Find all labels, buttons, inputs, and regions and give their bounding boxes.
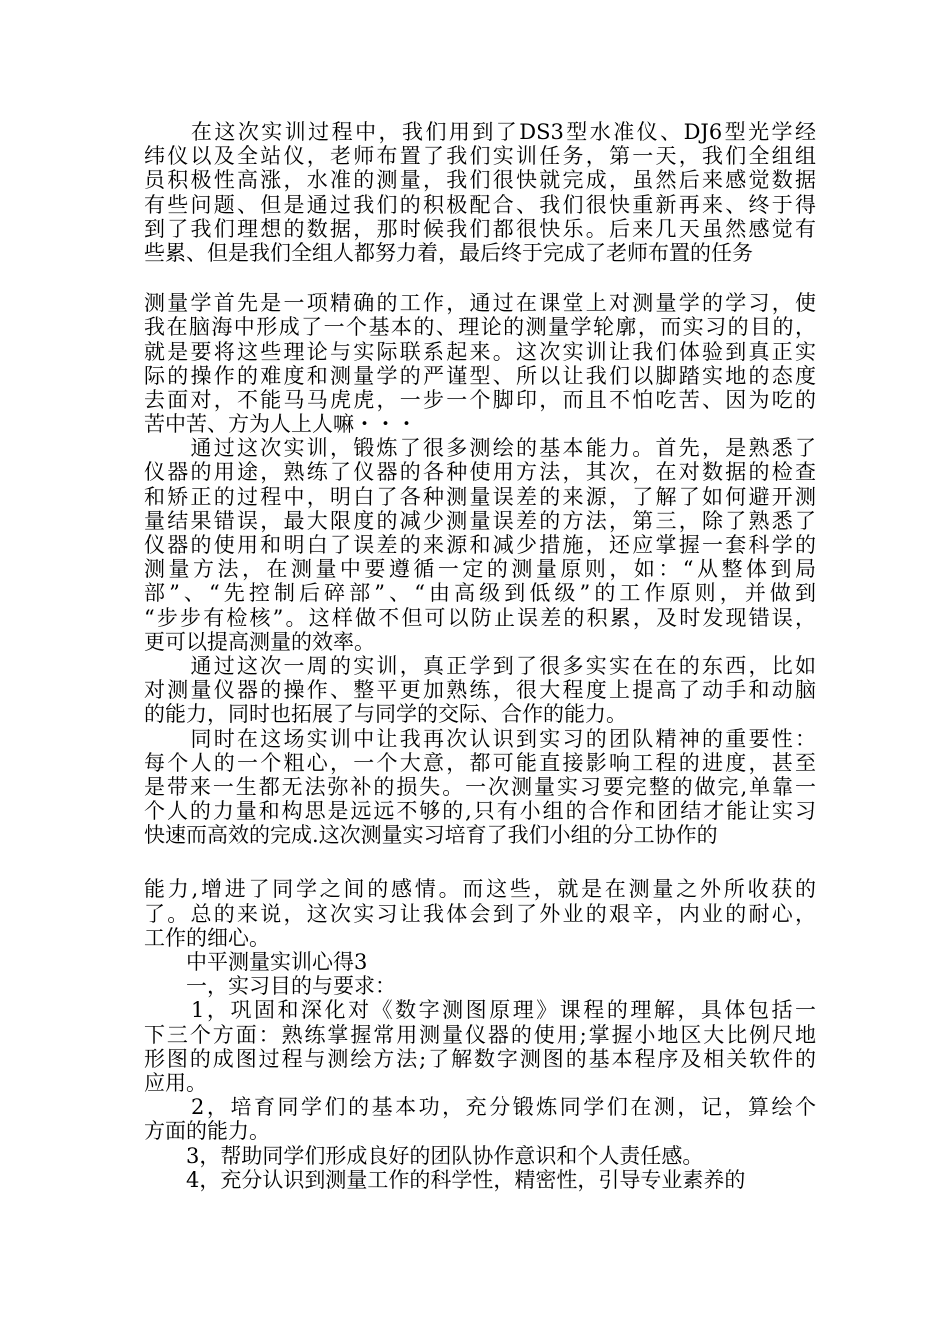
paragraph-gap [144,265,816,291]
text-line: 和矫正的过程中，明白了各种测量误差的来源，了解了如何避开测 [144,484,816,509]
text-line: 更可以提高测量的效率。 [144,629,375,654]
text-line: 仪器的使用和明白了误差的来源和减少措施，还应掌握一套科学的 [144,533,816,557]
text-line: 2，培育同学们的基本功，充分锻炼同学们在测，记，算绘个 [144,1095,816,1120]
text-line: 有些问题、但是通过我们的积极配合、我们很快重新再来、终于得 [144,192,816,217]
text-line: 际的操作的难度和测量学的严谨型、所以让我们以脚踏实地的态度 [144,363,816,388]
text-line: 是带来一生都无法弥补的损失。一次测量实习要完整的做完,单靠一 [144,774,816,799]
text-line: 个人的力量和构思是远远不够的,只有小组的合作和团结才能让实习 [144,799,816,824]
text-line: 3，帮助同学们形成良好的团队协作意识和个人责任感。 [144,1143,704,1168]
text-line: 应用。 [144,1070,207,1095]
paragraph-instruments [144,120,816,265]
paragraph-precision [144,291,816,436]
text-line: 下三个方面：熟练掌握常用测量仪器的使用;掌握小地区大比例尺地 [144,1022,816,1047]
text-line: 形图的成图过程与测绘方法;了解数字测图的基本程序及相关软件的 [144,1046,816,1071]
list-item-1 [144,998,816,1095]
text-line: 工作的细心。 [144,925,270,950]
text-line: 纬仪以及全站仪，老师布置了我们实训任务，第一天，我们全组组 [144,144,816,169]
text-line: 测量学首先是一项精确的工作，通过在课堂上对测量学的学习，使 [144,291,816,316]
text-line: 就是要将这些理论与实际联系起来。这次实训让我们体验到真正实 [144,339,816,364]
heading-text: 中平测量实训心得3 [144,950,368,974]
text-line: 仪器的用途，熟练了仪器的各种使用方法，其次，在对数据的检查 [144,460,816,485]
text-line: 快速而高效的完成.这次测量实习培育了我们小组的分工协作的 [144,823,718,848]
paragraph-teamwork [144,727,816,848]
list-item-4 [144,1168,816,1192]
text-line: 通过这次一周的实训，真正学到了很多实实在在的东西，比如 [144,653,816,678]
text-line: 去面对，不能马马虎虎，一步一个脚印，而且不怕吃苦、因为吃的 [144,387,816,412]
text-line: 能力,增进了同学之间的感情。而这些，就是在测量之外所收获的 [144,877,816,902]
text-line: 测量方法，在测量中要遵循一定的测量原则，如：“从整体到局 [144,557,816,582]
text-line: 每个人的一个粗心，一个大意，都可能直接影响工程的进度，甚至 [144,750,816,775]
text-line: 我在脑海中形成了一个基本的、理论的测量学轮廓，而实习的目的， [144,315,816,340]
list-item-2 [144,1095,816,1143]
text-line: 对测量仪器的操作、整平更加熟练，很大程度上提高了动手和动脑 [144,678,816,703]
text-line: 在这次实训过程中，我们用到了DS3型水准仪、DJ6型光学经 [144,120,816,144]
text-line: 的能力，同时也拓展了与同学的交际、合作的能力。 [144,702,627,727]
text-line: “步步有检核”。这样做不但可以防止误差的积累，及时发现错误， [144,605,816,630]
paragraph-gap [144,847,816,877]
text-line: 员积极性高涨，水准的测量，我们很快就完成，虽然后来感觉数据 [144,168,816,193]
text-line: 些累、但是我们全组人都努力着，最后终于完成了老师布置的任务 [144,240,753,265]
subsection-heading [144,974,816,998]
paragraph-week [144,654,816,727]
text-line: 到了我们理想的数据，那时候我们都很快乐。后来几天虽然感觉有 [144,216,816,241]
text-line: 部”、“先控制后碎部”、“由高级到低级”的工作原则，并做到 [144,581,816,606]
heading-text: 一，实习目的与要求： [144,974,396,999]
text-line: 1，巩固和深化对《数字测图原理》课程的理解，具体包括一 [144,998,816,1023]
document-body [144,120,816,1192]
paragraph-abilities [144,436,816,654]
list-item-3 [144,1144,816,1168]
paragraph-feelings [144,877,816,950]
text-line: 了。总的来说，这次实习让我体会到了外业的艰辛，内业的耐心， [144,901,816,926]
text-line: 通过这次实训，锻炼了很多测绘的基本能力。首先，是熟悉了 [144,436,816,461]
section-heading [144,950,816,974]
text-line: 量结果错误，最大限度的减少测量误差的方法，第三，除了熟悉了 [144,508,816,533]
text-line: 方面的能力。 [144,1119,270,1144]
text-line: 同时在这场实训中让我再次认识到实习的团队精神的重要性： [144,726,816,751]
text-line: 苦中苦、方为人上人嘛・・・ [144,412,417,437]
text-line: 4，充分认识到测量工作的科学性，精密性，引导专业素养的 [144,1167,746,1192]
